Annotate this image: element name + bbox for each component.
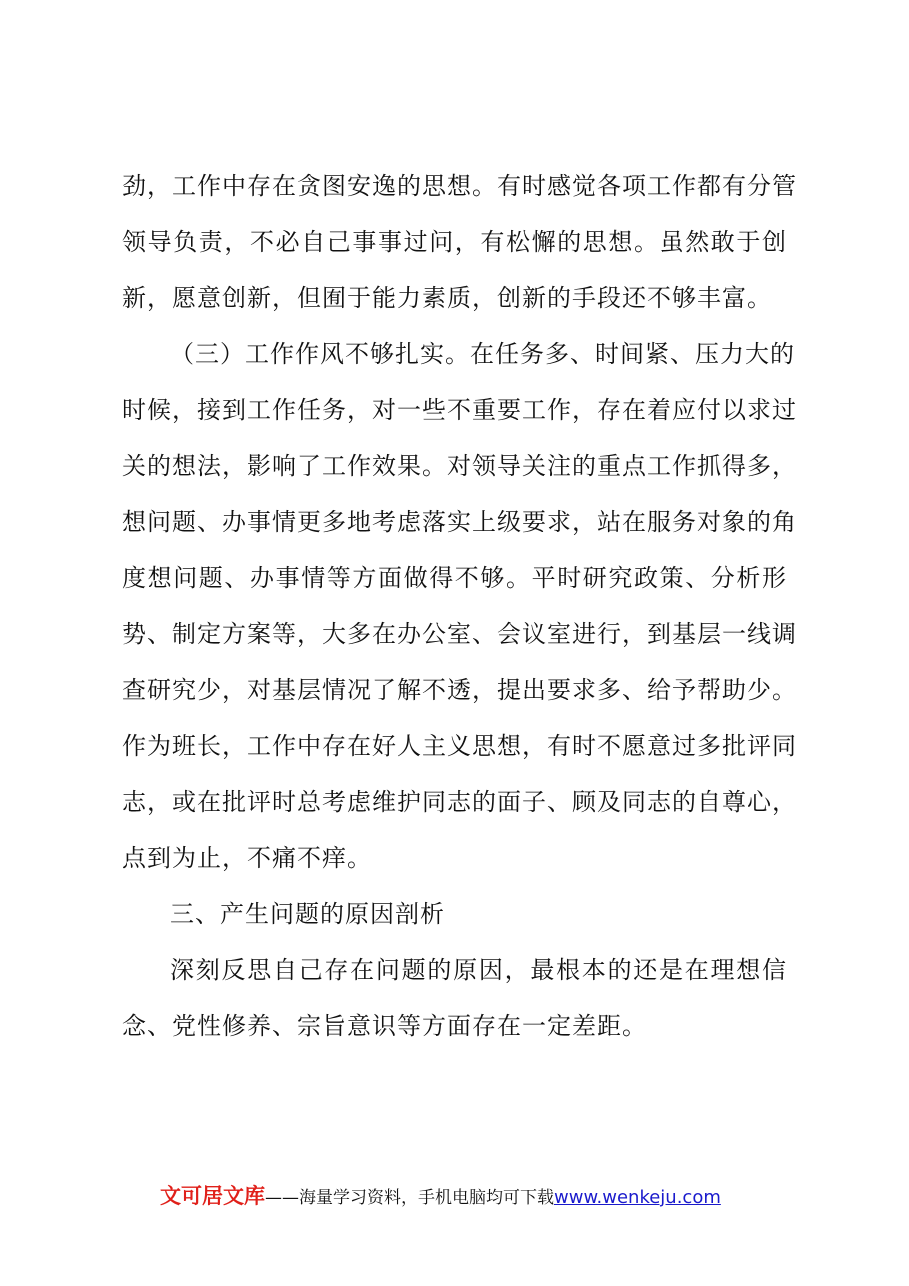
body-line-1: 劲，工作中存在贪图安逸的思想。有时感觉各项工作都有分管 [122,172,797,200]
body-line-11: 作为班长，工作中存在好人主义思想，有时不愿意过多批评同 [122,732,797,760]
footer-tagline: ——海量学习资料，手机电脑均可下载 [265,1188,554,1208]
section-line-2: 念、党性修养、宗旨意识等方面存在一定差距。 [122,1012,647,1040]
footer-banner [160,1181,760,1211]
section-line-1: 深刻反思自己存在问题的原因，最根本的还是在理想信 [170,956,787,984]
body-line-9: 势、制定方案等，大多在办公室、会议室进行，到基层一线调 [122,620,797,648]
body-line-2: 领导负责，不必自己事事过问，有松懈的思想。虽然敢于创 [122,228,787,256]
subsection-heading-line: （三）工作作风不够扎实。在任务多、时间紧、压力大的 [170,340,795,368]
body-line-7: 想问题、办事情更多地考虑落实上级要求，站在服务对象的角 [122,508,797,536]
footer-link[interactable]: www.wenkeju.com [554,1187,721,1208]
body-line-12: 志，或在批评时总考虑维护同志的面子、顾及同志的自尊心， [122,788,797,816]
body-line-8: 度想问题、办事情等方面做得不够。平时研究政策、分析形 [122,564,787,592]
body-line-3: 新，愿意创新，但囿于能力素质，创新的手段还不够丰富。 [122,284,772,312]
body-line-5: 时候，接到工作任务，对一些不重要工作，存在着应付以求过 [122,396,797,424]
body-line-13: 点到为止，不痛不痒。 [122,844,372,872]
section-heading: 三、产生问题的原因剖析 [170,900,445,928]
body-line-10: 查研究少，对基层情况了解不透，提出要求多、给予帮助少。 [122,676,797,704]
body-line-6: 关的想法，影响了工作效果。对领导关注的重点工作抓得多， [122,452,797,480]
footer-brand: 文可居文库 [160,1184,265,1208]
